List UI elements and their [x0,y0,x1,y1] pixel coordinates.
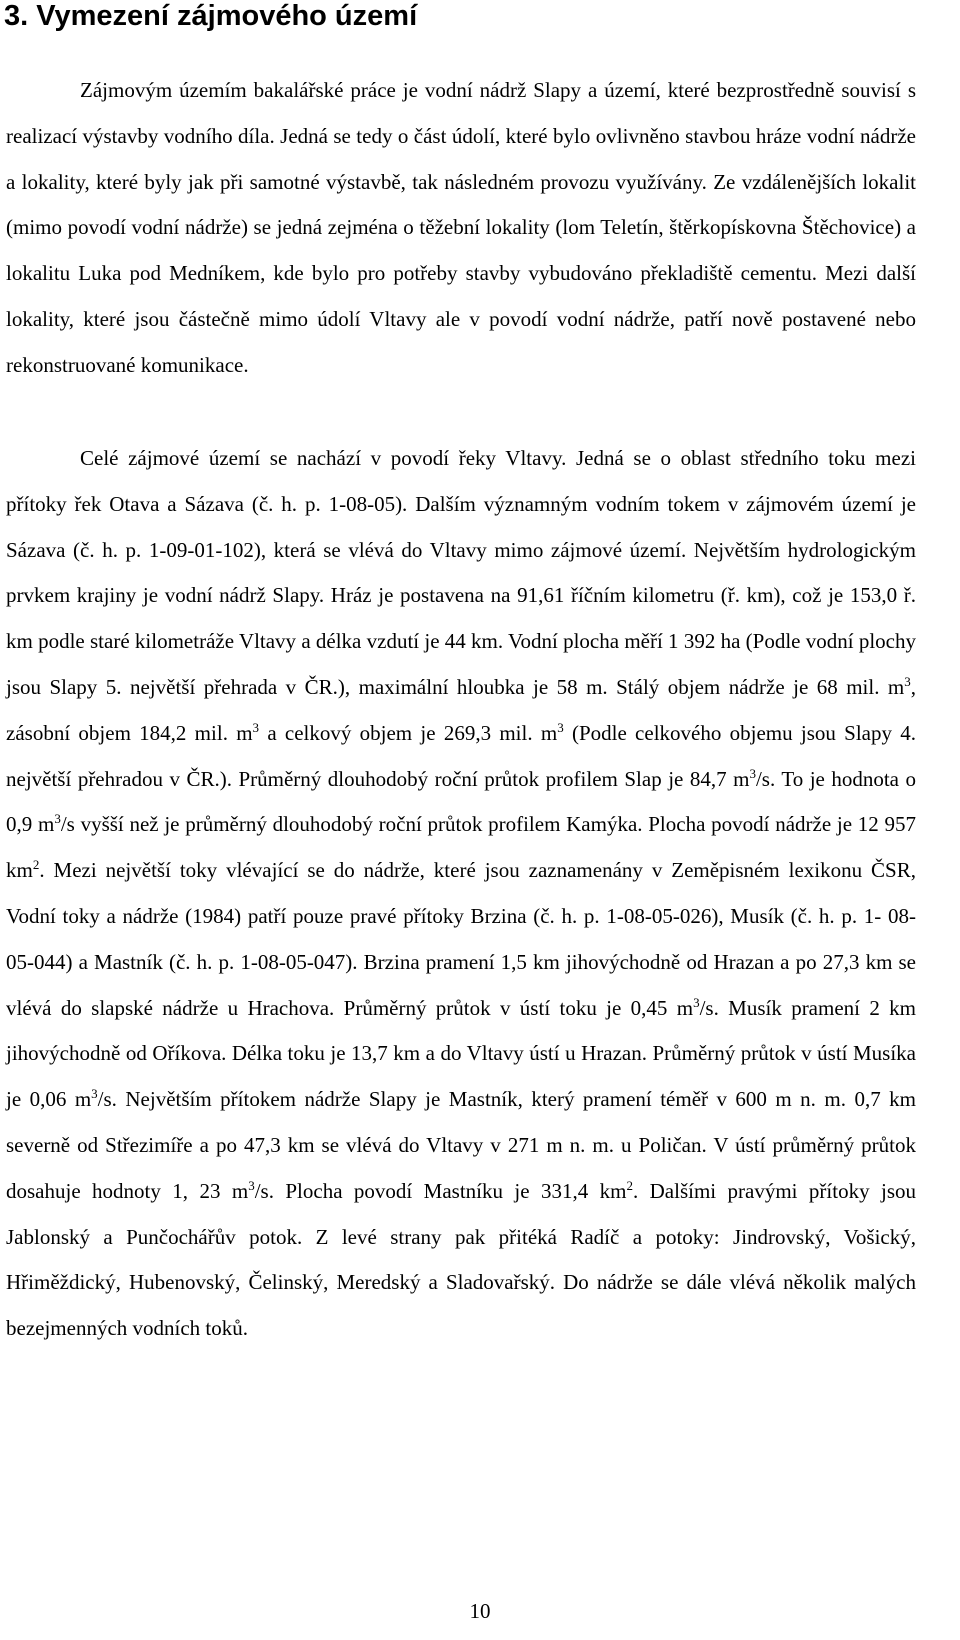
text-run: . Mezi největší toky vlévající se do nádrže, které jsou zaznamenány v Zeměpisném lexikonu ČSR, Vodní toky a nádrže (1984) patří pouze pravé přítoky Brzina (č. h. p. 1-08-05-026), Musík (č. h. p. 1- 08-05-044) a Mastník (č. h. p. 1-08-05-047). Brzina pramení 1,5 km jihovýchodně od Hrazan a po 27,3 km se vlévá do slapské nádrže u Hrachova. Průměrný průtok v ústí toku je 0,45 m [6,858,916,1020]
superscript-exponent: 3 [693,994,700,1010]
page-number: 10 [469,1599,491,1623]
superscript-exponent: 3 [557,719,564,735]
text-run: /s vyšší než je průměrný dlouhodobý roční průtok profilem Kamýka. Plocha povodí nádrže je 12 957 km [6,812,916,883]
section-heading: 3. Vymezení zájmového území [4,0,418,32]
text-run: /s. Musík pramení 2 km jihovýchodně od Oříkova. Délka toku je 13,7 km a do Vltavy ústí u Hrazan. Průměrný průtok v ústí Musíka je 0,06 m [6,995,917,1112]
superscript-exponent: 2 [626,1177,633,1193]
text-run: /s. Největším přítokem nádrže Slapy je Mastník, který pramení téměř v 600 m n. m. 0,7 km severně od Střezimíře a po 47,3 km se vlévá do Vltavy v 271 m n. m. u Poličan. V ústí průměrný průtok dosahuje hodnoty 1, 23 m [6,1087,916,1203]
text-run: . Dalšími pravými přítoky jsou Jablonský a Punčochářův potok. Z levé strany pak přitéká Radíč a potoky: Jindrovský, Vošický, Hřiměždický, Hubenovský, Čelinský, Meredský a Sladovařský. Do nádrže se dále vlévá několik malých bezejmenných vodních toků. [6,1178,916,1341]
superscript-exponent: 3 [904,673,911,689]
superscript-exponent: 3 [749,765,756,781]
superscript-exponent: 3 [248,1177,255,1193]
text-run: /s. To je hodnota o 0,9 m [6,766,916,837]
superscript-exponent: 2 [32,857,40,873]
text-run: (Podle celkového objemu jsou Slapy 4. největší přehradou v ČR.). Průměrný dlouhodobý roční průtok profilem Slap je 84,7 m [6,720,916,791]
paragraph-hydrology [6,436,916,1352]
paragraph-study-area: Zájmovým územím bakalářské práce je vodní nádrž Slapy a území, které bezprostředně souvisí s realizací výstavby vodního díla. Jedná se tedy o část údolí, které bylo ovlivněno stavbou hráze vodní nádrže a lokality, které byly jak při samotné výstavbě, tak následném provozu využívány. Ze vzdálenějších lokalit (mimo povodí vodní nádrže) se jedná zejména o těžební lokality (lom Teletín, štěrkopískovna Štěchovice) a lokalitu Luka pod Medníkem, kde bylo pro potřeby stavby vybudováno překladiště cementu. Mezi další lokality, které jsou částečně mimo údolí Vltavy ale v povodí vodní nádrže, patří nově postavené nebo rekonstruované komunikace. [6,78,916,377]
superscript-exponent: 3 [91,1086,98,1102]
superscript-exponent: 3 [252,719,260,735]
text-run: a celkový objem je 269,3 mil. m [259,720,558,745]
text-run: Celé zájmové území se nachází v povodí řeky Vltavy. Jedná se o oblast středního toku mezi přítoky řek Otava a Sázava (č. h. p. 1-08-05). Dalším významným vodním tokem v zájmovém území je Sázava (č. h. p. 1-09-01-102), která se vlévá do Vltavy mimo zájmové území. Největším hydrologickým prvkem krajiny je vodní nádrž Slapy. Hráz je postavena na 91,61 říčním kilometru (ř. km), což je 153,0 ř. km podle staré kilometráže Vltavy a délka vzdutí je 44 km. Vodní plocha měří 1 392 ha (Podle vodní plochy jsou Slapy 5. největší přehrada v ČR.), maximální hloubka je 58 m. Stálý objem nádrže je 68 mil. m [6,446,916,699]
text-run: /s. Plocha povodí Mastníku je 331,4 km [254,1178,627,1203]
text-run: , zásobní objem 184,2 mil. m [6,674,916,745]
superscript-exponent: 3 [54,811,61,827]
